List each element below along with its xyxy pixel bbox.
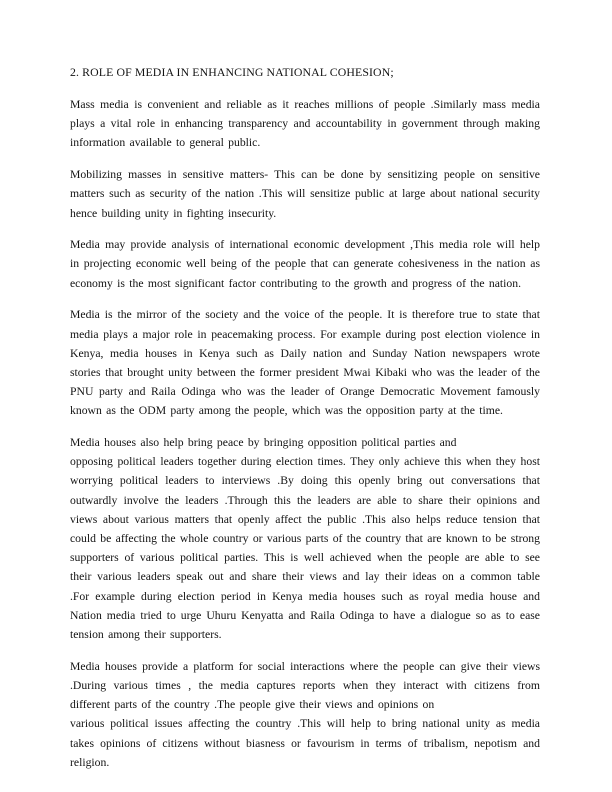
paragraph-mass-media [70, 95, 540, 153]
paragraph-bring-peace [70, 433, 540, 644]
paragraph-text: various political issues affecting the country .This will help to bring national unity as media takes opinions of citizens without biasness or favourism in terms of tribalism, nepotism and religion. [70, 717, 540, 769]
paragraph-text-line: Media houses provide a platform for social interactions where the people can give their views .During various times , the media captures reports when they interact with citizens from different parts of the country .The people give their views and opinions on [70, 659, 540, 712]
paragraph-mirror-of-society [70, 305, 540, 420]
document-body [70, 63, 540, 772]
paragraph-text-line: Media houses also help bring peace by bringing opposition political parties and [70, 436, 457, 450]
paragraph-text: Mobilizing masses in sensitive matters- This can be done by sensitizing people on sensitive matters such as security of the nation .This will sensitize public at large about national security hence building unity in fighting insecurity. [70, 168, 540, 220]
section-heading: 2. ROLE OF MEDIA IN ENHANCING NATIONAL COHESION; [70, 65, 394, 79]
paragraph-mobilizing-masses [70, 165, 540, 223]
paragraph-social-platform [70, 657, 540, 772]
paragraph-economic-development [70, 235, 540, 293]
paragraph-text: Media may provide analysis of international economic development ,This media role will help in projecting economic well being of the people that can generate cohesiveness in the nation as economy is the most significant factor contributing to the growth and progress of the nation. [70, 238, 540, 290]
paragraph-text: Mass media is convenient and reliable as it reaches millions of people .Similarly mass media plays a vital role in enhancing transparency and accountability in government through making information available to general public. [70, 98, 540, 150]
paragraph-text: Media is the mirror of the society and the voice of the people. It is therefore true to state that media plays a major role in peacemaking process. For example during post election violence in Kenya, media houses in Kenya such as Daily nation and Sunday Nation newspapers wrote stories that brought unity between the former president Mwai Kibaki who was the leader of the PNU party and Raila Odinga who was the leader of Orange Democratic Movement famously known as the ODM party among the people, which was the opposition party at the time. [70, 308, 540, 418]
paragraph-text: opposing political leaders together during election times. They only achieve this when they host worrying political leaders to interviews .By doing this openly bring out conversations that outwardly involve the leaders .Through this the leaders are able to share their opinions and views about various matters that openly affect the public .This also helps reduce tension that could be affecting the whole country or various parts of the country that are known to be strong supporters of various political parties. This is well achieved when the people are able to see their various leaders speak out and share their views and lay their ideas on a common table .For example during election period in Kenya media houses such as royal media house and Nation media tried to urge Uhuru Kenyatta and Raila Odinga to have a dialogue so as to ease tension among their supporters. [70, 455, 540, 642]
